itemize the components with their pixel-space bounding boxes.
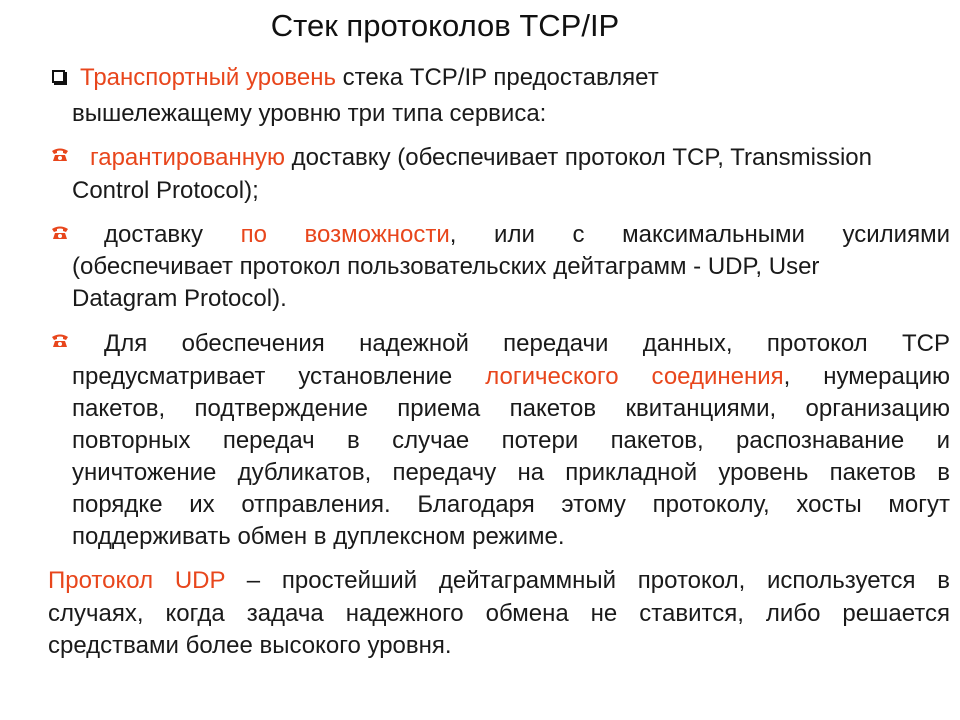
paragraph-line: поддерживать обмен в дуплексном режиме. <box>72 523 565 550</box>
highlight-text: Транспортный уровень <box>80 64 337 91</box>
paragraph-line: Control Protocol); <box>72 177 259 204</box>
square-bullet-icon <box>52 70 65 83</box>
paragraph-line: средствами более высокого уровня. <box>48 632 452 659</box>
body-text: стека TCP/IP предоставляет <box>336 64 659 91</box>
paragraph-line <box>104 220 950 249</box>
body-text: предусматривает установление <box>72 363 486 390</box>
body-text: доставку (обеспечивает протокол TCP, Transmission <box>284 144 873 171</box>
paragraph-line: Datagram Protocol). <box>72 285 287 312</box>
paragraph-line: (обеспечивает протокол пользовательских дейтаграмм - UDP, User <box>72 253 820 280</box>
body-text: , или с максимальными усилиями <box>449 221 950 248</box>
paragraph-line <box>72 362 950 391</box>
highlight-text: гарантированную <box>90 144 285 171</box>
paragraph-line: уничтожение дубликатов, передачу на прикладной уровень пакетов в <box>72 459 950 486</box>
paragraph-line: случаях, когда задача надежного обмена не ставится, либо решается <box>48 600 950 627</box>
paragraph-line: порядке их отправления. Благодаря этому протоколу, хосты могут <box>72 491 950 518</box>
highlight-text: Протокол UDP <box>48 567 226 594</box>
body-text: , нумерацию <box>783 363 950 390</box>
body-text: – простейший дейтаграммный протокол, используется в <box>225 567 950 594</box>
telephone-icon <box>50 333 70 348</box>
paragraph-line: повторных передач в случае потери пакетов, распознавание и <box>72 427 950 454</box>
paragraph-line <box>48 566 950 595</box>
body-text: доставку <box>104 221 241 248</box>
paragraph-line <box>90 143 872 172</box>
highlight-text: логического соединения <box>485 363 784 390</box>
highlight-text: по возможности <box>240 221 450 248</box>
paragraph-line: пакетов, подтверждение приема пакетов квитанциями, организацию <box>72 395 950 422</box>
paragraph-line <box>80 63 659 92</box>
telephone-icon <box>50 147 70 162</box>
paragraph-line: вышележащему уровню три типа сервиса: <box>72 100 547 127</box>
slide-title: Стек протоколов TCP/IP <box>270 8 620 43</box>
telephone-icon <box>50 225 70 240</box>
paragraph-line: Для обеспечения надежной передачи данных, протокол TCP <box>104 330 950 357</box>
